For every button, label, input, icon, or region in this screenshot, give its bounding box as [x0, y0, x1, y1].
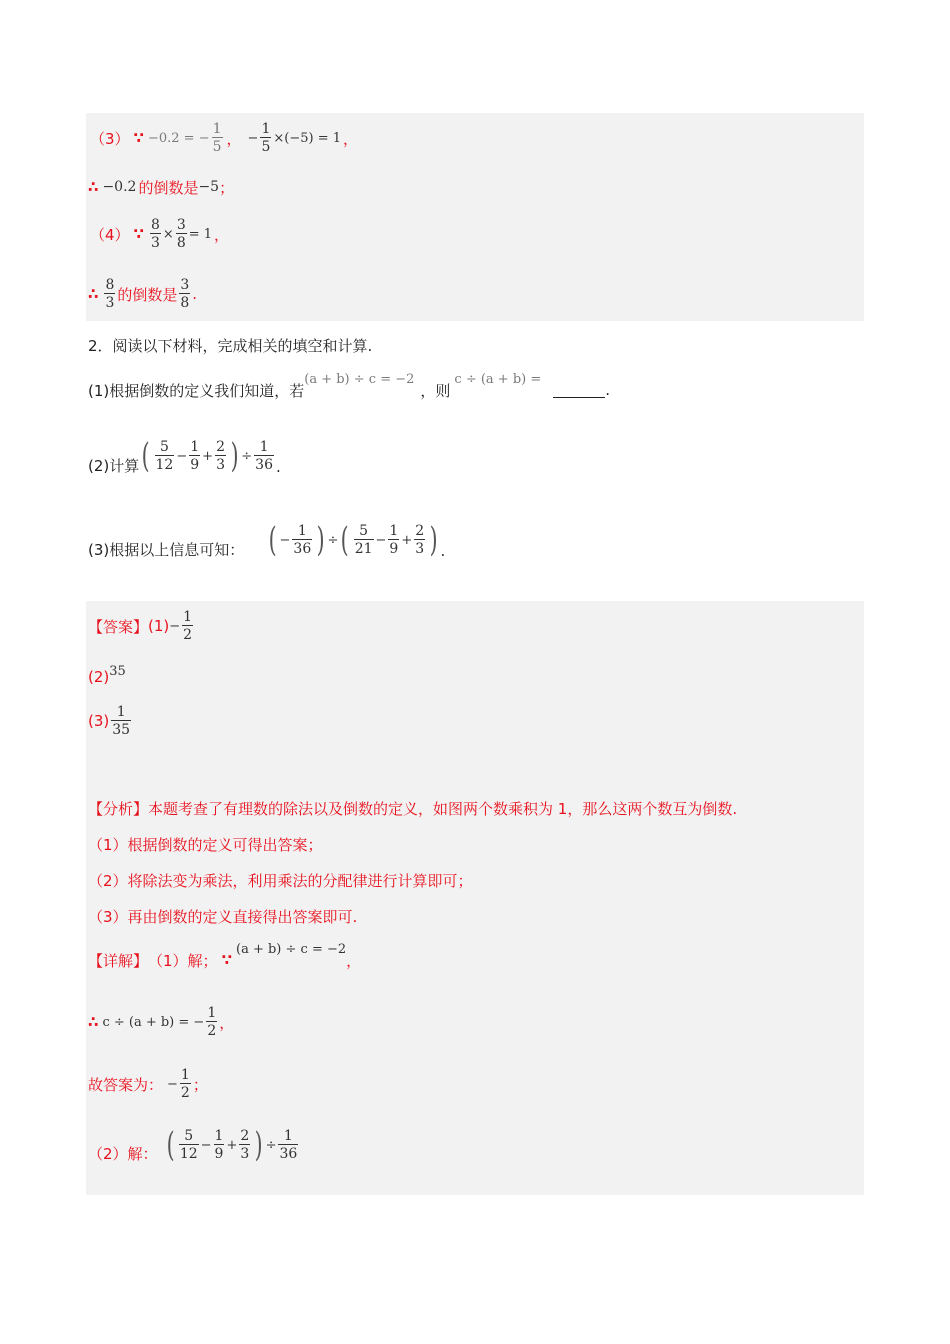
numerator: 1	[214, 1128, 224, 1144]
denominator: 9	[389, 541, 399, 557]
numerator: 1	[283, 1128, 293, 1144]
detail-line-1	[88, 940, 361, 980]
numerator: 5	[359, 523, 369, 539]
denominator: 3	[415, 541, 425, 557]
fraction	[176, 218, 187, 250]
part3-eq1	[148, 122, 225, 154]
q2-end: .	[276, 458, 281, 476]
denominator: 3	[240, 1146, 250, 1162]
op: ÷	[265, 1137, 277, 1153]
answer-1	[88, 604, 195, 648]
analysis-step-1: （1）根据倒数的定义可得出答案；	[88, 835, 323, 854]
left-paren: (	[166, 1125, 175, 1165]
q1-text: (1)根据倒数的定义我们知道，若	[88, 381, 305, 400]
numerator: 1	[297, 523, 307, 539]
fraction	[278, 1129, 298, 1161]
fraction	[150, 218, 161, 250]
op: −	[375, 532, 387, 548]
answer-2	[88, 664, 126, 686]
times-sign: ×	[162, 226, 174, 242]
denominator: 3	[105, 295, 115, 311]
analysis-step-2: （2）将除法变为乘法，利用乘法的分配律进行计算即可；	[88, 871, 473, 890]
a3-label: (3)	[88, 712, 110, 730]
denominator: 2	[180, 1085, 190, 1101]
semicolon: ；	[192, 1075, 208, 1094]
op: +	[226, 1137, 238, 1153]
concl-val: −5	[198, 179, 220, 195]
eq-rest: = 1	[188, 226, 213, 242]
question-1	[88, 370, 610, 410]
q3-end: .	[440, 542, 446, 560]
denominator: 2	[207, 1023, 217, 1039]
q3-expr	[266, 520, 440, 560]
fraction	[239, 1129, 250, 1161]
q3-text: (3)根据以上信息可知：	[88, 541, 245, 559]
numerator: 1	[259, 439, 269, 455]
detail-expr2	[102, 1006, 219, 1038]
a2-label: (2)	[88, 668, 110, 686]
a2-value: 35	[109, 664, 126, 679]
q2-expr	[139, 436, 276, 476]
numerator: 1	[180, 1067, 190, 1083]
fraction	[206, 1006, 217, 1038]
numerator: 5	[159, 439, 169, 455]
op: ÷	[241, 448, 253, 464]
concl-end: ；	[219, 178, 235, 197]
part4-line	[90, 212, 229, 256]
q2-text: (2)计算	[88, 457, 140, 475]
part3-label: （3）	[90, 129, 130, 148]
comma: ，	[219, 1013, 235, 1032]
part4-conclusion	[88, 272, 197, 316]
op: +	[202, 448, 214, 464]
denominator: 12	[179, 1146, 198, 1162]
numerator: 8	[150, 217, 160, 233]
denominator: 8	[180, 295, 190, 311]
fraction	[354, 524, 374, 556]
denominator: 8	[176, 235, 186, 251]
answer-label: 故答案为：	[88, 1075, 164, 1094]
denominator: 12	[155, 457, 174, 473]
left-paren: (	[268, 520, 277, 560]
fraction	[179, 278, 190, 310]
numerator: 2	[415, 523, 425, 539]
fraction	[180, 1068, 191, 1100]
therefore-symbol: ∴	[88, 1013, 99, 1031]
eq2-rest: ×(−5) = 1	[273, 130, 342, 146]
answer-blank	[553, 383, 605, 398]
detail-p2: （2）解：	[88, 1145, 158, 1163]
fraction	[215, 440, 226, 472]
therefore-symbol: ∴	[88, 285, 99, 303]
part4-eq	[148, 218, 212, 250]
op: −	[200, 1137, 212, 1153]
analysis-text: 本题考查了有理数的除法以及倒数的定义，如图两个数乘积为 1，那么这两个数互为倒数.	[148, 799, 738, 818]
part3-line	[90, 118, 358, 158]
fraction	[260, 122, 271, 154]
concl-num: −0.2	[102, 179, 137, 195]
detail-ans	[167, 1068, 193, 1100]
detail-p1: （1）解；	[148, 951, 218, 970]
q1-end: .	[605, 381, 611, 399]
analysis-line	[88, 796, 737, 820]
denominator: 3	[216, 457, 225, 473]
q1-expr: (a + b) ÷ c = −2	[304, 372, 415, 387]
numerator: 2	[240, 1128, 250, 1144]
fraction	[179, 1129, 199, 1161]
denominator: 5	[261, 139, 271, 155]
a1-label: (1)	[148, 617, 170, 635]
denominator: 35	[112, 722, 131, 738]
left-paren: (	[141, 436, 150, 476]
because-symbol: ∵	[133, 129, 144, 147]
detail-tag: 【详解】	[88, 951, 149, 970]
denominator: 9	[214, 1146, 224, 1162]
denominator: 36	[293, 541, 312, 557]
fraction	[292, 524, 312, 556]
right-paren: )	[254, 1125, 263, 1165]
right-paren: )	[316, 520, 325, 560]
eq1-lhs: −0.2 = −	[147, 130, 210, 146]
neg-sign: −	[167, 1076, 178, 1092]
numerator: 3	[180, 277, 190, 293]
fraction	[212, 122, 223, 154]
answer-3	[88, 700, 133, 742]
fraction	[254, 440, 274, 472]
analysis-step-3: （3）再由倒数的定义直接得出答案即可.	[88, 907, 358, 926]
because-symbol: ∵	[133, 225, 144, 243]
denominator: 9	[190, 457, 200, 473]
fraction	[388, 524, 399, 556]
denominator: 2	[183, 627, 193, 643]
numerator: 1	[116, 704, 126, 720]
therefore-symbol: ∴	[88, 178, 99, 196]
question-title: 2．阅读以下材料，完成相关的填空和计算.	[88, 336, 373, 355]
concl-frac-a-wrap	[102, 278, 117, 310]
q1-expr2: c ÷ (a + b) =	[454, 372, 542, 387]
numerator: 8	[105, 277, 115, 293]
denominator: 21	[354, 541, 373, 557]
detail-expr1: (a + b) ÷ c = −2	[236, 942, 347, 957]
detail-line-4	[88, 1120, 300, 1170]
neg-sign: −	[169, 618, 181, 634]
numerator: 1	[261, 121, 271, 137]
comma: ，	[346, 951, 362, 970]
comma: ，	[226, 129, 242, 148]
left-paren: (	[341, 520, 350, 560]
op: +	[401, 532, 413, 548]
a1-value	[169, 610, 195, 642]
right-paren: )	[230, 436, 239, 476]
q1-mid: ，则	[420, 381, 451, 400]
detail-line-2	[88, 1000, 234, 1044]
detail-p2-expr	[164, 1125, 301, 1165]
a3-value	[109, 705, 133, 737]
comma: ，	[214, 225, 230, 244]
numerator: 1	[207, 1005, 217, 1021]
neg-sign: −	[247, 130, 259, 146]
question-2	[88, 432, 281, 480]
numerator: 5	[184, 1128, 194, 1144]
fraction	[189, 440, 200, 472]
because-symbol: ∵	[221, 951, 232, 969]
numerator: 1	[190, 439, 200, 455]
fraction	[414, 524, 425, 556]
comma: ，	[343, 129, 359, 148]
right-paren: )	[429, 520, 438, 560]
numerator: 1	[389, 523, 399, 539]
numerator: 3	[176, 217, 186, 233]
numerator: 1	[183, 609, 193, 625]
fraction	[111, 705, 131, 737]
part4-label: （4）	[90, 225, 130, 244]
fraction	[182, 610, 193, 642]
numerator: 1	[212, 121, 222, 137]
expr2-text: c ÷ (a + b) = −	[102, 1014, 205, 1030]
op: −	[176, 448, 188, 464]
denominator: 3	[150, 235, 160, 251]
numerator: 2	[216, 439, 225, 455]
denominator: 36	[279, 1146, 298, 1162]
denominator: 5	[212, 139, 222, 155]
op: ÷	[327, 532, 339, 548]
neg-sign: −	[279, 532, 291, 548]
fraction	[214, 1129, 225, 1161]
fraction	[104, 278, 115, 310]
answer-tag: 【答案】	[88, 617, 149, 636]
analysis-tag: 【分析】	[88, 799, 149, 818]
part3-conclusion	[88, 174, 234, 200]
concl-end: .	[192, 285, 198, 303]
detail-line-3	[88, 1062, 208, 1106]
concl-text: 的倒数是	[117, 285, 178, 304]
concl-frac-b-wrap	[177, 278, 192, 310]
concl-text: 的倒数是	[138, 178, 199, 197]
part3-eq2	[248, 122, 341, 154]
question-3	[88, 516, 445, 564]
denominator: 36	[255, 457, 273, 473]
fraction	[155, 440, 175, 472]
